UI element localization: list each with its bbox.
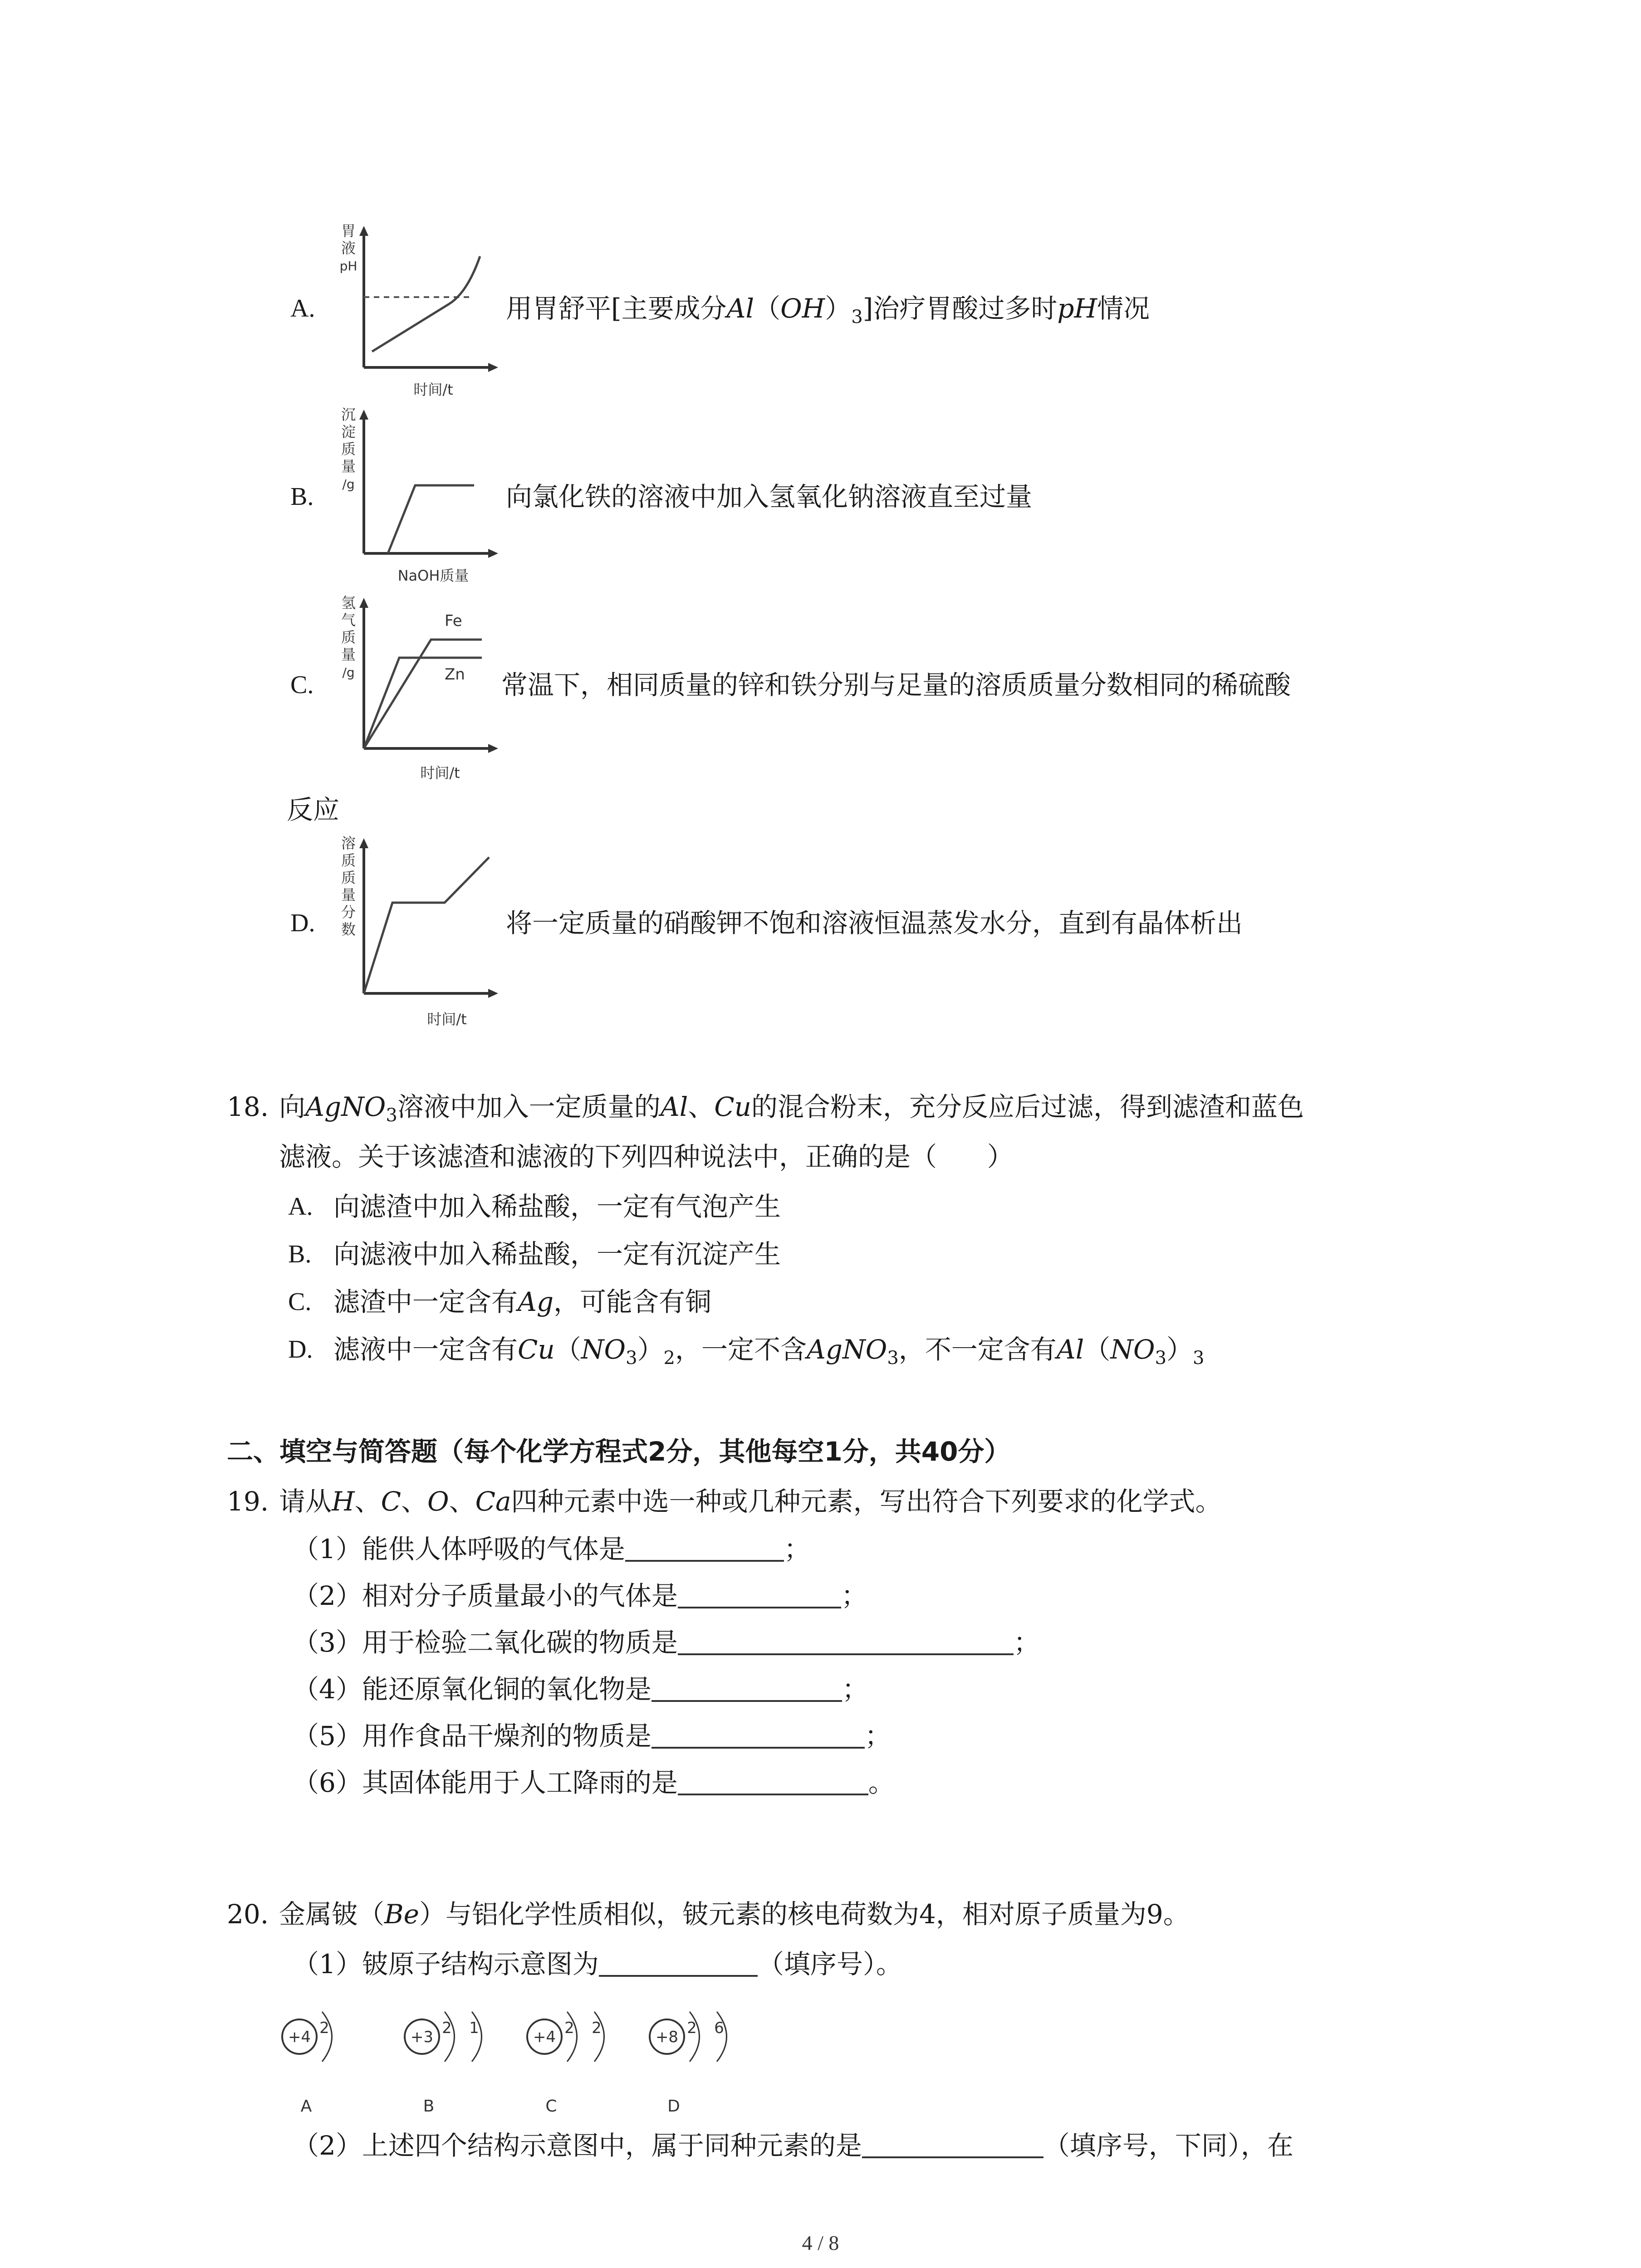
q20-sub2-blank[interactable] — [862, 2128, 1043, 2158]
q17-b-y-label — [341, 406, 356, 492]
y-label-char: 数 — [341, 921, 356, 938]
x-axis-arrow-icon — [488, 989, 498, 998]
atom-label: C — [545, 2097, 557, 2116]
q17-a-y-label — [340, 222, 358, 274]
q20-number: 20. — [227, 1899, 269, 1930]
q19-item-blank[interactable] — [678, 1765, 868, 1795]
q20-sub2-end: （填序号，下同），在 — [1043, 2130, 1293, 2161]
q19-item-end: ； — [1013, 1627, 1040, 1658]
q19-item-end: ； — [841, 1580, 867, 1611]
q19-item-text: （6）其固体能用于人工降雨的是 — [293, 1767, 678, 1798]
q19-item — [293, 1624, 1040, 1661]
q19-item-end: 。 — [868, 1767, 895, 1798]
y-label-char: 质 — [341, 869, 356, 886]
q17-option-a-text: 用胃舒平[主要成分$Al(OH)_3$]治疗胃酸过多时pH情况 — [506, 293, 1150, 327]
q20-sub1-text: （1）铍原子结构示意图为 — [293, 1949, 599, 1980]
atom-diagram-b — [405, 2012, 482, 2116]
nucleus-charge: +8 — [655, 2028, 679, 2046]
q19-item — [293, 1578, 867, 1614]
electron-count: 6 — [714, 2019, 724, 2037]
q17-c-series-zn: Zn — [445, 665, 465, 684]
q17-c-fe-curve — [364, 640, 482, 748]
q19-item-blank[interactable] — [625, 1532, 784, 1562]
q17-c-y-label — [341, 594, 356, 680]
q17-option-d-text: 将一定质量的硝酸钾不饱和溶液恒温蒸发水分，直到有晶体析出 — [506, 908, 1243, 938]
y-label-char: 质 — [341, 852, 356, 869]
y-axis-arrow-icon — [359, 410, 368, 420]
q19-stem: 请从H、C、O、Ca四种元素中选一种或几种元素，写出符合下列要求的化学式。 — [279, 1486, 1222, 1517]
y-label-char: /g — [342, 477, 355, 492]
y-label-char: 量 — [341, 458, 356, 475]
q18-stem-line1: 向AgNO$_3$溶液中加入一定质量的Al、Cu的混合粉末，充分反应后过滤，得到滤渣和蓝色 — [279, 1091, 1304, 1126]
q20-sub2 — [293, 2127, 1293, 2164]
q17-a-curve — [372, 256, 480, 352]
atom-diagram-a — [282, 2012, 332, 2116]
atom-label: A — [300, 2097, 312, 2116]
y-label-char: 胃 — [341, 222, 356, 240]
q20-sub2-text: （2）上述四个结构示意图中，属于同种元素的是 — [293, 2130, 862, 2161]
y-label-char: 氢 — [341, 594, 356, 611]
q19-item-blank[interactable] — [652, 1672, 842, 1702]
atom-diagram-d — [650, 2012, 727, 2116]
page-number: 4 / 8 — [802, 2231, 839, 2254]
section-2-heading: 二、填空与简答题（每个化学方程式2分，其他每空1分，共40分） — [227, 1436, 1011, 1467]
y-axis-arrow-icon — [359, 226, 368, 236]
x-axis-arrow-icon — [488, 744, 498, 753]
q20-sub1 — [293, 1946, 902, 1982]
q17-b-x-label: NaOH质量 — [397, 567, 469, 584]
q17-c-series-fe: Fe — [445, 612, 462, 630]
q17-option-d-graph — [336, 835, 508, 1034]
nucleus-charge: +3 — [410, 2028, 434, 2046]
q20-atom-diagrams — [272, 1987, 726, 2114]
atom-label: D — [667, 2097, 680, 2116]
y-label-char: 量 — [341, 646, 356, 663]
q18-option-c-text: 滤渣中一定含有Ag，可能含有铜 — [333, 1286, 712, 1317]
q17-option-b-text: 向氯化铁的溶液中加入氢氧化钠溶液直至过量 — [506, 481, 1033, 512]
q19-item — [293, 1718, 891, 1754]
y-label-char: 分 — [341, 904, 356, 921]
q17-d-curve — [364, 857, 489, 993]
q19-item — [293, 1671, 868, 1707]
q19-item-text: （4）能还原氧化铜的氧化物是 — [293, 1674, 652, 1705]
electron-count: 2 — [319, 2019, 329, 2037]
y-label-char: 质 — [341, 629, 356, 646]
electron-count: 2 — [442, 2019, 452, 2037]
q18-option-a-label: A. — [288, 1193, 313, 1221]
q17-option-a-graph — [336, 222, 508, 404]
electron-count: 2 — [564, 2019, 574, 2037]
q19-item-text: （2）相对分子质量最小的气体是 — [293, 1580, 678, 1611]
x-axis-arrow-icon — [488, 549, 498, 558]
x-axis-arrow-icon — [488, 363, 498, 372]
q18-option-b-text: 向滤液中加入稀盐酸，一定有沉淀产生 — [333, 1239, 781, 1270]
q18-option-d-label: D. — [288, 1335, 313, 1364]
q17-d-y-label — [341, 835, 356, 938]
y-label-char: 液 — [341, 240, 356, 257]
q20-sub1-end: （填序号）。 — [757, 1949, 902, 1980]
q17-b-curve — [388, 485, 474, 553]
q17-option-c-text-cont: 反应 — [287, 794, 340, 825]
q19-item-text: （5）用作食品干燥剂的物质是 — [293, 1721, 652, 1751]
atom-diagram-c — [527, 2012, 604, 2116]
y-label-char: 淀 — [341, 423, 356, 440]
q19-item-text: （3）用于检验二氧化碳的物质是 — [293, 1627, 678, 1658]
atom-label: B — [423, 2097, 435, 2116]
q17-option-b-graph — [336, 406, 508, 587]
q18-stem-line2: 滤液。关于该滤渣和滤液的下列四种说法中，正确的是（ ） — [279, 1141, 1014, 1172]
q17-d-x-label: 时间/t — [427, 1011, 467, 1028]
y-label-char: 沉 — [341, 406, 356, 423]
q19-item — [293, 1531, 810, 1567]
q17-option-b-label: B. — [290, 483, 314, 511]
q19-item-blank[interactable] — [652, 1719, 865, 1749]
y-label-char: 气 — [341, 611, 356, 629]
q17-option-c-graph — [336, 594, 508, 785]
q19-item — [293, 1765, 895, 1801]
q19-item-end: ； — [842, 1674, 868, 1705]
electron-count: 1 — [469, 2019, 479, 2037]
nucleus-charge: +4 — [288, 2028, 311, 2046]
nucleus-charge: +4 — [533, 2028, 556, 2046]
y-label-char: 溶 — [341, 835, 356, 852]
q17-option-c-label: C. — [290, 671, 314, 699]
q19-item-blank[interactable] — [678, 1625, 1014, 1655]
y-label-char: 量 — [341, 886, 356, 904]
q17-option-a-label: A. — [290, 294, 315, 323]
electron-count: 2 — [592, 2019, 602, 2037]
y-axis-arrow-icon — [359, 838, 368, 848]
q19-item-blank[interactable] — [678, 1579, 841, 1608]
q19-item-end: ； — [864, 1721, 891, 1751]
y-label-char: pH — [339, 259, 358, 274]
q18-number: 18. — [227, 1091, 269, 1122]
q18-option-b-label: B. — [288, 1240, 312, 1268]
electron-count: 2 — [687, 2019, 697, 2037]
q17-c-x-label: 时间/t — [420, 764, 460, 782]
q19-item-end: ； — [784, 1534, 810, 1564]
y-label-char: /g — [342, 665, 355, 680]
q19-number: 19. — [227, 1486, 269, 1517]
q17-option-d-label: D. — [290, 909, 315, 937]
q18-option-a-text: 向滤渣中加入稀盐酸，一定有气泡产生 — [333, 1191, 781, 1222]
y-axis-arrow-icon — [359, 598, 368, 608]
q20-stem: 金属铍（Be）与铝化学性质相似，铍元素的核电荷数为4，相对原子质量为9。 — [279, 1899, 1190, 1930]
q19-item-text: （1）能供人体呼吸的气体是 — [293, 1534, 625, 1564]
q20-sub1-blank[interactable] — [599, 1947, 758, 1977]
q17-option-c-text: 常温下，相同质量的锌和铁分别与足量的溶质质量分数相同的稀硫酸 — [501, 670, 1291, 700]
q18-option-c-label: C. — [288, 1288, 312, 1316]
q17-a-x-label: 时间/t — [413, 381, 453, 398]
y-label-char: 质 — [341, 440, 356, 458]
q18-option-d-text: 滤液中一定含有$Cu(NO_3)_2$，一定不含AgNO$_3$，不一定含有$Al(NO_3)_3$ — [333, 1334, 1205, 1369]
